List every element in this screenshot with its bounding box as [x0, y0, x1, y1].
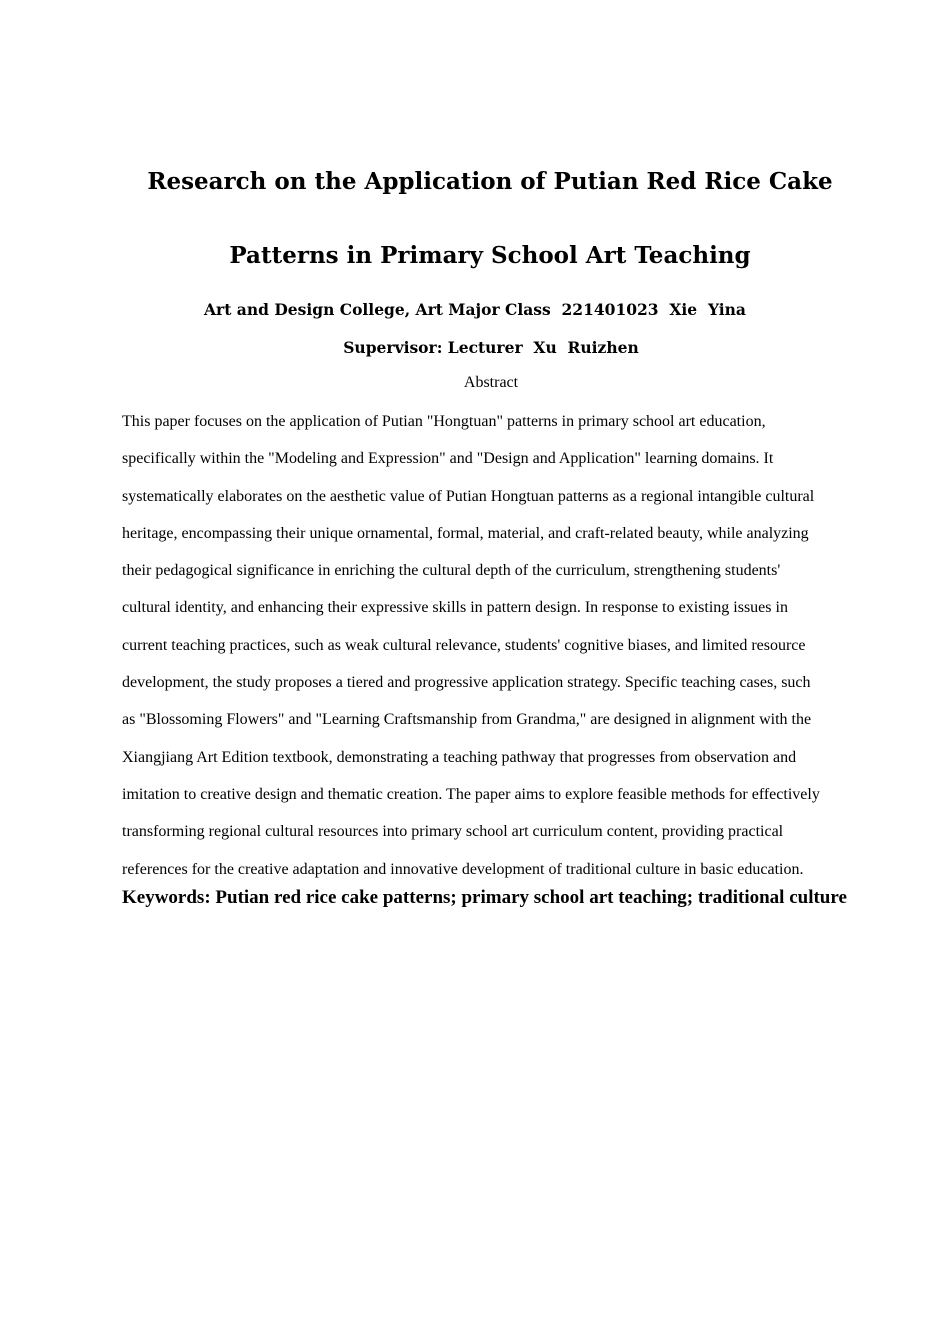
abstract-line: cultural identity, and enhancing their expressive skills in pattern design. In response to existing issues in [122, 599, 788, 617]
abstract-heading: Abstract [463, 374, 519, 391]
abstract-line: heritage, encompassing their unique ornamental, formal, material, and craft-related beauty, while analyzing [122, 524, 809, 542]
abstract-line: their pedagogical significance in enriching the cultural depth of the curriculum, strengthening students' [122, 562, 781, 580]
abstract-body [122, 403, 862, 888]
abstract-line: as "Blossoming Flowers" and "Learning Craftsmanship from Grandma," are designed in alignment with the [122, 711, 812, 729]
abstract-line: imitation to creative design and thematic creation. The paper aims to explore feasible methods for effectively [122, 785, 820, 803]
abstract-line: systematically elaborates on the aesthetic value of Putian Hongtuan patterns as a regional intangible cultural [122, 487, 815, 505]
author-line: Art and Design College, Art Major Class 221401023 Xie Yina [204, 300, 746, 319]
abstract-line: development, the study proposes a tiered and progressive application strategy. Specific teaching cases, such [122, 674, 811, 692]
abstract-line: transforming regional cultural resources into primary school art curriculum content, providing practical [122, 823, 784, 841]
paper-title-line-2: Patterns in Primary School Art Teaching [229, 242, 751, 269]
supervisor-line: Supervisor: Lecturer Xu Ruizhen [343, 338, 639, 357]
abstract-line: specifically within the "Modeling and Expression" and "Design and Application" learning domains. It [122, 450, 774, 468]
keywords-line: Keywords: Putian red rice cake patterns; primary school art teaching; traditional culture [122, 887, 847, 908]
abstract-line: This paper focuses on the application of Putian "Hongtuan" patterns in primary school art education, [122, 413, 766, 430]
abstract-line: current teaching practices, such as weak cultural relevance, students' cognitive biases, and limited resource [122, 636, 806, 654]
paper-title-line-1: Research on the Application of Putian Red Rice Cake [147, 168, 833, 195]
abstract-line: Xiangjiang Art Edition textbook, demonstrating a teaching pathway that progresses from observation and [122, 748, 797, 766]
abstract-line: references for the creative adaptation and innovative development of traditional culture in basic education. [122, 860, 804, 878]
